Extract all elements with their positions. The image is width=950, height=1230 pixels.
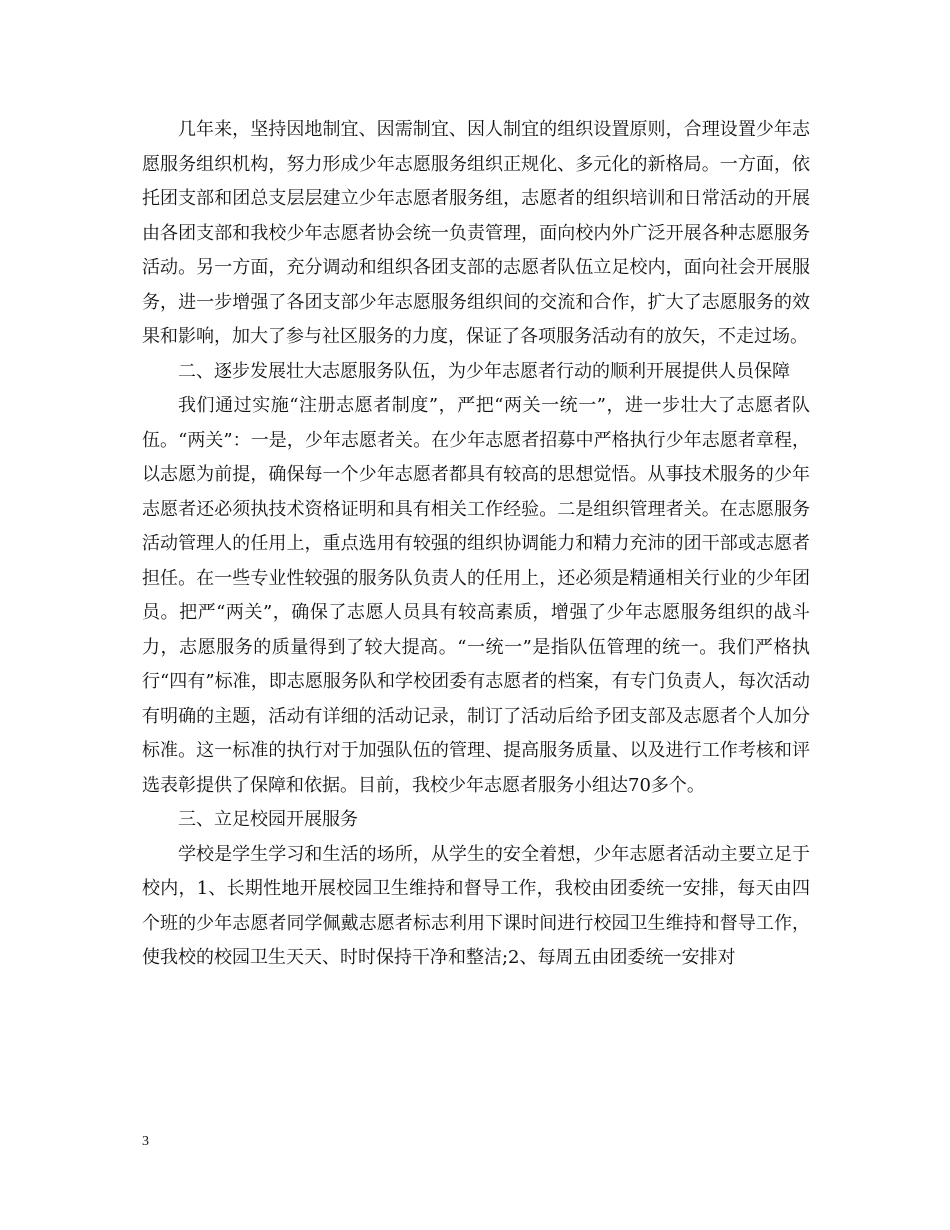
paragraph-organization: 几年来，坚持因地制宜、因需制宜、因人制宜的组织设置原则，合理设置少年志愿服务组织机构，努力形成少年志愿服务组织正规化、多元化的新格局。一方面，依托团支部和团总支层层建立少年志愿者服务组，志愿者的组织培训和日常活动的开展由各团支部和我校少年志愿者协会统一负责管理，面向校内外广泛开展各种志愿服务活动。另一方面，充分调动和组织各团支部的志愿者队伍立足校内，面向社会开展服务，进一步增强了各团支部少年志愿服务组织间的交流和合作，扩大了志愿服务的效果和影响，加大了参与社区服务的力度，保证了各项服务活动有的放矢，不走过场。: [142, 119, 810, 347]
paragraph-campus-service: 学校是学生学习和生活的场所，从学生的安全着想，少年志愿者活动主要立足于校内，1、长期性地开展校园卫生维持和督导工作，我校由团委统一安排，每天由四个班的少年志愿者同学佩戴志愿者标志利用下课时间进行校园卫生维持和督导工作，使我校的校园卫生天天、时时保持干净和整洁;2、每周五由团委统一安排对: [142, 843, 810, 968]
heading-section-two: 二、逐步发展壮大志愿服务队伍，为少年志愿者行动的顺利开展提供人员保障: [178, 360, 790, 382]
document-body: [142, 113, 810, 976]
paragraph-volunteer-team: 我们通过实施“注册志愿者制度”，严把“两关一统一”，进一步壮大了志愿者队伍。“两关”：一是，少年志愿者关。在少年志愿者招募中严格执行少年志愿者章程，以志愿为前提，确保每一个少年志愿者都具有较高的思想觉悟。从事技术服务的少年志愿者还必须执技术资格证明和具有相关工作经验。二是组织管理者关。在志愿服务活动管理人的任用上，重点选用有较强的组织协调能力和精力充沛的团干部或志愿者担任。在一些专业性较强的服务队负责人的任用上，还必须是精通相关行业的少年团员。把严“两关”，确保了志愿人员具有较高素质，增强了少年志愿服务组织的战斗力，志愿服务的质量得到了较大提高。“一统一”是指队伍管理的统一。我们严格执行“四有”标准，即志愿服务队和学校团委有志愿者的档案，有专门负责人，每次活动有明确的主题，活动有详细的活动记录，制订了活动后给予团支部及志愿者个人加分标准。这一标准的执行对于加强队伍的管理、提高服务质量、以及进行工作考核和评选表彰提供了保障和依据。目前，我校少年志愿者服务小组达70多个。: [142, 395, 810, 796]
page-number: 3: [142, 1134, 149, 1149]
heading-section-three: 三、立足校园开展服务: [178, 809, 358, 830]
